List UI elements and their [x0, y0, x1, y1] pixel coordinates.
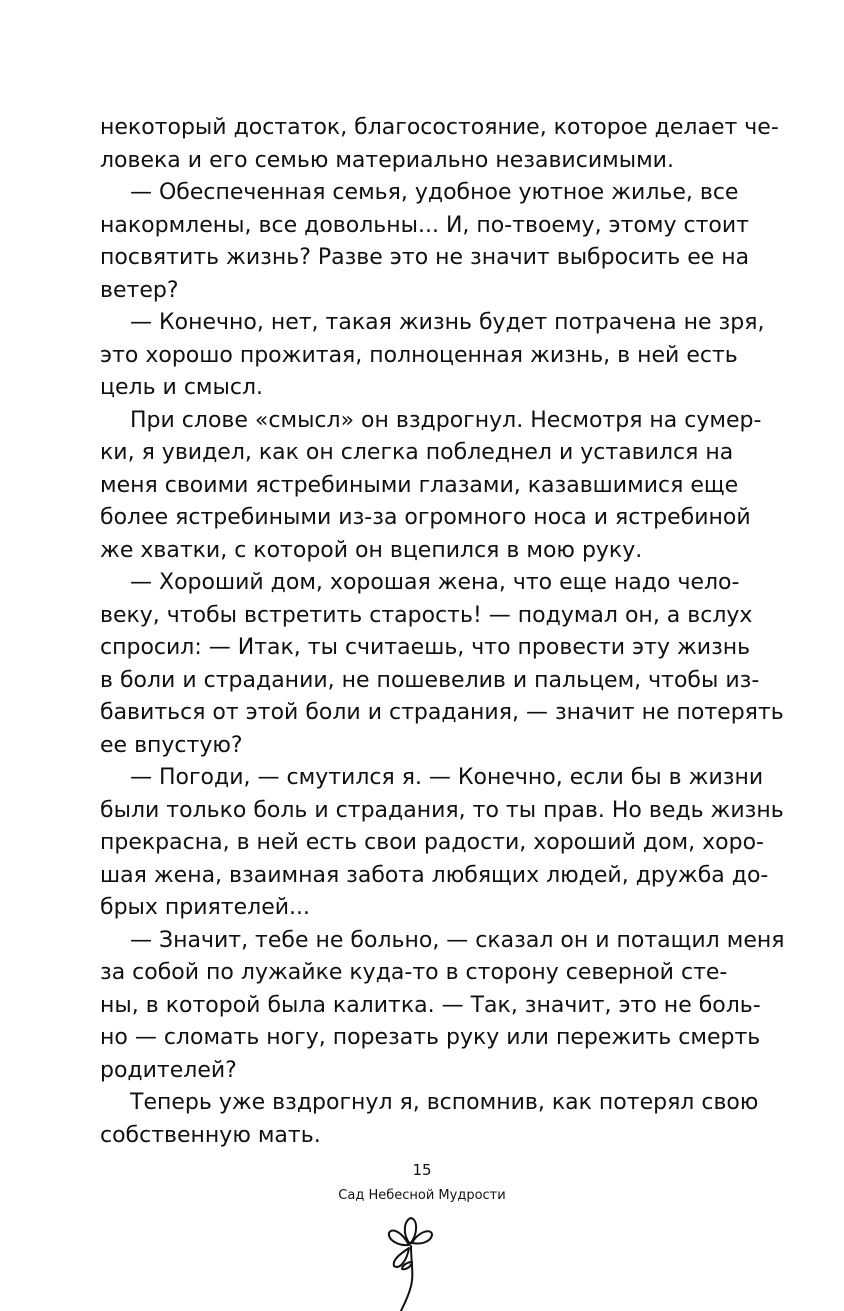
- text-line: — Погоди, — смутился я. — Конечно, если бы в жизни: [130, 765, 764, 790]
- running-footer-title: Сад Небесной Мудрости: [338, 1188, 506, 1203]
- text-line: — Обеспеченная семья, удобное уютное жилье, все: [130, 180, 739, 205]
- text-line: ветер?: [100, 277, 179, 303]
- text-line: некоторый достаток, благосостояние, которое делает че-: [100, 115, 779, 140]
- text-line: меня своими ястребиными глазами, казавшимися еще: [100, 472, 739, 498]
- text-line: Теперь уже вздрогнул я, вспомнив, как потерял свою: [130, 1090, 759, 1115]
- text-line: за собой по лужайке куда-то в сторону северной сте-: [100, 960, 728, 985]
- text-line: шая жена, взаимная забота любящих людей, дружба до-: [100, 862, 769, 888]
- text-line: брых приятелей...: [100, 895, 311, 920]
- text-line: собственную мать.: [100, 1122, 321, 1148]
- text-line: — Конечно, нет, такая жизнь будет потрачена не зря,: [130, 310, 765, 335]
- text-line: же хватки, с которой он вцепился в мою руку.: [100, 537, 643, 563]
- text-line: родителей?: [100, 1057, 237, 1083]
- page-number: 15: [412, 1161, 432, 1179]
- text-line: веку, чтобы встретить старость! — подумал он, а вслух: [100, 602, 753, 628]
- text-line: При слове «смысл» он вздрогнул. Несмотря на сумер-: [130, 407, 762, 433]
- text-line: — Хороший дом, хорошая жена, что еще надо чело-: [130, 570, 740, 595]
- text-line: цель и смысл.: [100, 375, 264, 400]
- flower-ornament-icon: [380, 1212, 440, 1311]
- text-line: более ястребиными из-за огромного носа и ястребиной: [100, 505, 751, 530]
- text-line: накормлены, все довольны... И, по-твоему, этому стоит: [100, 212, 749, 238]
- text-line: но — сломать ногу, порезать руку или пережить смерть: [100, 1025, 761, 1050]
- text-line: ловека и его семью материально независимыми.: [100, 147, 674, 173]
- body-text: [100, 112, 785, 1152]
- text-line: это хорошо прожитая, полноценная жизнь, в ней есть: [100, 342, 738, 368]
- text-line: спросил: — Итак, ты считаешь, что провести эту жизнь: [100, 635, 751, 660]
- text-line: в боли и страдании, не пошевелив и пальцем, чтобы из-: [100, 667, 760, 693]
- text-line: прекрасна, в ней есть свои радости, хороший дом, хоро-: [100, 830, 764, 855]
- text-line: ны, в которой была калитка. — Так, значит, это не боль-: [100, 992, 761, 1018]
- text-line: ки, я увидел, как он слегка побледнел и уставился на: [100, 440, 734, 465]
- text-line: посвятить жизнь? Разве это не значит выбросить ее на: [100, 245, 750, 270]
- text-line: были только боль и страдания, то ты прав. Но ведь жизнь: [100, 797, 784, 823]
- text-line: ее впустую?: [100, 732, 243, 758]
- text-line: — Значит, тебе не больно, — сказал он и потащил меня: [130, 927, 785, 953]
- text-line: бавиться от этой боли и страдания, — значит не потерять: [100, 700, 784, 725]
